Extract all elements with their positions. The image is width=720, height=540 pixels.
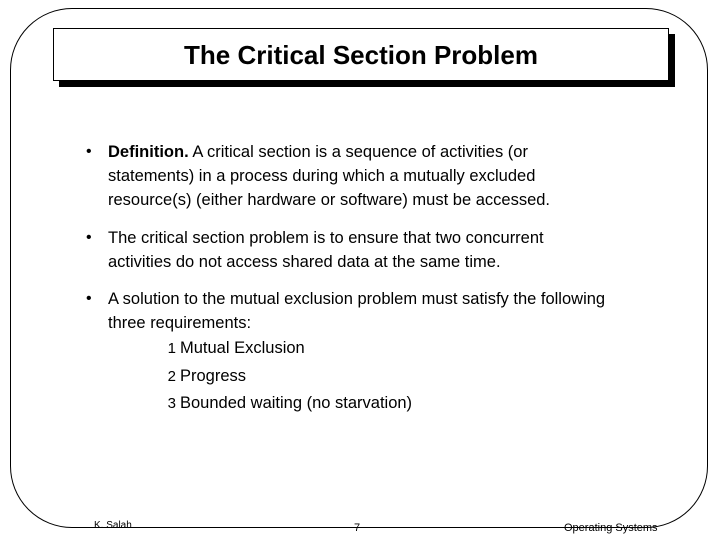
bullet-problem: [86, 226, 606, 274]
bullet-marker: •: [86, 143, 92, 160]
bullet-definition: [86, 140, 606, 212]
requirement-label: Bounded waiting (no starvation): [180, 394, 413, 412]
requirement-label: Mutual Exclusion: [180, 339, 305, 357]
requirement-item: [108, 335, 606, 363]
bullet-list: [86, 140, 606, 432]
solution-text: A solution to the mutual exclusion problem must satisfy the following three requirements:: [108, 290, 606, 332]
problem-text: The critical section problem is to ensure that two concurrent activities do not access shared data at the same time.: [108, 229, 544, 271]
footer-page-number: 7: [354, 522, 361, 534]
definition-term: Definition.: [108, 143, 189, 161]
requirement-number: 3: [167, 395, 176, 412]
requirement-item: [108, 363, 606, 391]
requirement-number: 1: [167, 340, 176, 357]
requirement-label: Progress: [180, 366, 247, 385]
footer-author: K. Salah: [94, 520, 132, 531]
bullet-marker: •: [86, 229, 92, 246]
definition-text: A critical section is a sequence of activities (or statements) in a process during which a mutually excluded resource(s) (either hardware or software) must be accessed.: [108, 143, 551, 209]
requirement-number: 2: [167, 367, 176, 385]
title-box: [53, 28, 669, 81]
slide-title: The Critical Section Problem: [184, 39, 538, 70]
footer-course: Operating Systems: [564, 522, 658, 534]
bullet-marker: •: [86, 290, 92, 307]
requirements-list: [108, 335, 606, 418]
bullet-solution: [86, 287, 606, 418]
requirement-item: [108, 390, 606, 418]
